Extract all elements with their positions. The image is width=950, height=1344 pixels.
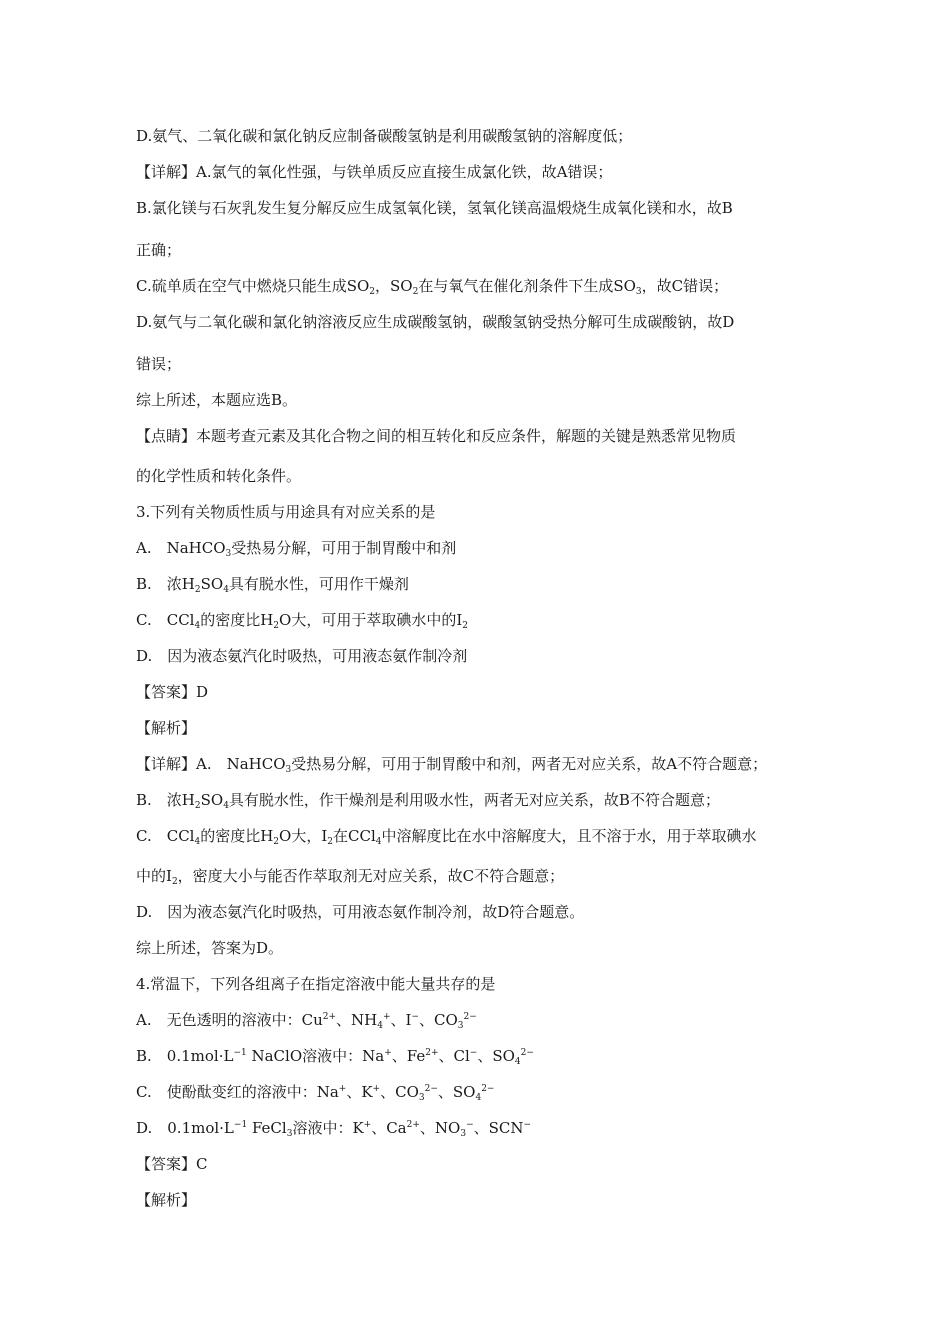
text-line: A. 无色透明的溶液中：$Cu^{2+}$、$NH_4^+$、I−、$CO_3^{2-}$ — [136, 1011, 477, 1031]
text-line: C.硫单质在空气中燃烧只能生成$SO_2$，$SO_2$在与氧气在催化剂条件下生成$SO_3$，故C错误； — [136, 277, 729, 297]
text-line: C. 使酚酞变红的溶液中：Na+、K+、$CO_3^{2-}$、$SO_4^{2-}$ — [136, 1083, 495, 1103]
text-line: 综上所述，答案为D。 — [136, 939, 284, 957]
text-line: 【点睛】本题考查元素及其化合物之间的相互转化和反应条件，解题的关键是熟悉常见物质 — [136, 427, 737, 445]
text-line: C. CCl$_4$的密度比$H_2O$大，$I_2$在CCl$_4$中溶解度比在水中溶解度大，且不溶于水，用于萃取碘水 — [136, 827, 757, 847]
text-line: C. CCl$_4$的密度比$H_2O$大，可用于萃取碘水中的$I_2$ — [136, 611, 468, 631]
text-line: A. NaHCO$_3$受热易分解，可用于制胃酸中和剂 — [136, 539, 457, 559]
text-line: B.氯化镁与石灰乳发生复分解反应生成氢氧化镁，氢氧化镁高温煅烧生成氧化镁和水，故B — [136, 199, 733, 217]
text-line: 【详解】A.氯气的氧化性强，与铁单质反应直接生成氯化铁，故A错误； — [136, 163, 613, 181]
text-line: 【答案】C — [136, 1155, 208, 1173]
text-line: 错误； — [136, 355, 182, 373]
text-line: 【详解】A. NaHCO$_3$受热易分解，可用于制胃酸中和剂，两者无对应关系，故A不符合题意； — [136, 755, 768, 775]
text-line: D. 因为液态氨汽化时吸热，可用液态氨作制冷剂，故D符合题意。 — [136, 903, 585, 921]
text-line: 正确； — [136, 241, 182, 259]
text-line: 综上所述，本题应选B。 — [136, 391, 298, 409]
text-line: 【解析】 — [136, 1191, 197, 1209]
text-line: 的化学性质和转化条件。 — [136, 467, 302, 485]
text-line: 4.常温下，下列各组离子在指定溶液中能大量共存的是 — [136, 975, 496, 993]
text-line: B. $0.1mol\cdot L^{-1}$ NaClO溶液中：Na+、$Fe^{2+}$、Cl−、$SO_4^{2-}$ — [136, 1047, 534, 1067]
text-line: B. 浓$H_2SO_4$具有脱水性，可用作干燥剂 — [136, 575, 409, 595]
text-line: D.氨气、二氧化碳和氯化钠反应制备碳酸氢钠是利用碳酸氢钠的溶解度低； — [136, 127, 633, 145]
text-line: D. 因为液态氨汽化时吸热，可用液态氨作制冷剂 — [136, 647, 468, 665]
text-line: 【解析】 — [136, 719, 197, 737]
text-line: 【答案】D — [136, 683, 209, 701]
text-line: D.氨气与二氧化碳和氯化钠溶液反应生成碳酸氢钠，碳酸氢钠受热分解可生成碳酸钠，故D — [136, 313, 735, 331]
text-line: 3.下列有关物质性质与用途具有对应关系的是 — [136, 503, 436, 521]
text-line: D. $0.1mol\cdot L^{-1}$ FeCl$_3$溶液中：K+、$Ca^{2+}$、$NO_3^-$、SCN− — [136, 1119, 532, 1139]
text-line: 中的$I_2$，密度大小与能否作萃取剂无对应关系，故C不符合题意； — [136, 867, 565, 887]
text-line: B. 浓$H_2SO_4$具有脱水性，作干燥剂是利用吸水性，两者无对应关系，故B不符合题意； — [136, 791, 720, 811]
